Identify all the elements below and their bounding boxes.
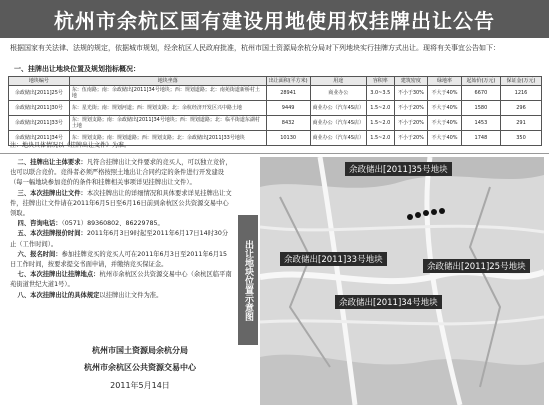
section-paragraph — [10, 250, 232, 270]
table-cell: 不小于20% — [394, 116, 428, 131]
section-heading: 二、挂牌出让主体要求： — [17, 159, 87, 166]
plots-table — [8, 76, 542, 146]
section-paragraph — [10, 158, 232, 189]
terms-column — [10, 158, 232, 301]
col-header: 绿地率 — [428, 77, 462, 86]
table-row — [9, 86, 542, 101]
page-header — [0, 0, 549, 38]
page-title: 杭州市余杭区国有建设用地使用权挂牌出让公告 — [54, 8, 495, 33]
map-label-plot-33: 余政储出[2011]33号地块 — [280, 252, 387, 266]
table-cell: 1.5~2.0 — [366, 101, 394, 116]
table-cell: 10130 — [266, 131, 310, 146]
table-cell: 余政储出[2011]34号 — [9, 131, 70, 146]
col-header: 地块坐落 — [69, 77, 266, 86]
table-cell: 商业办公（汽车4S店） — [310, 131, 366, 146]
table-cell: 1748 — [461, 131, 500, 146]
table-cell: 1.5~2.0 — [366, 131, 394, 146]
section-heading: 五、本次挂牌报价时间： — [17, 230, 87, 238]
plot-marker — [415, 212, 421, 218]
col-header: 建筑密度 — [394, 77, 428, 86]
col-header: 容积率 — [366, 77, 394, 86]
table-cell: 不小于20% — [394, 131, 428, 146]
map-label-plot-34: 余政储出[2011]34号地块 — [335, 295, 442, 309]
table-header-row — [9, 77, 542, 86]
section-heading: 七、本次挂牌出让挂牌地点： — [17, 271, 100, 279]
map-label-plot-25: 余政储出[2011]25号地块 — [423, 259, 530, 273]
section-heading: 三、本次挂牌出让文件： — [17, 189, 87, 197]
issue-date: 2011年5月14日 — [110, 381, 170, 390]
table-cell: 1453 — [461, 116, 500, 131]
section-body: 2011年6月3日9时起至2011年6月17日14时30分止（工作时间）。 — [10, 230, 229, 248]
table-cell: 商业办公（汽车4S店） — [310, 116, 366, 131]
col-header: 用途 — [310, 77, 366, 86]
intro-text: 根据国家有关法律、法规的规定，依据城市规划，经余杭区人民政府批准，杭州市国土资源局余杭分局对下列地块实行挂牌方式出让。现将有关事宜公告如下： — [10, 44, 500, 52]
section-paragraph — [10, 291, 232, 301]
table-cell: 东：伍南路；南：余政储出[2011]34号地块；西：规划道路；北：南苑街道新桥村土地 — [69, 86, 266, 101]
section-1-title: 一、挂牌出让地块位置及规划指标概况： — [14, 65, 140, 73]
issuing-org: 杭州市余杭区公共资源交易中心 — [84, 363, 196, 372]
section-heading: 八、本次挂牌出让的具体规定 — [17, 291, 100, 299]
section-body: （0571）89360802、86229785。 — [61, 220, 164, 228]
table-cell: 余政储出[2011]25号 — [9, 86, 70, 101]
table-cell: 不大于40% — [428, 86, 462, 101]
divider — [0, 153, 549, 154]
table-cell: 9449 — [266, 101, 310, 116]
col-header: 起始价(万元) — [461, 77, 500, 86]
table-cell: 不大于40% — [428, 116, 462, 131]
col-header: 地块编号 — [9, 77, 70, 86]
table-row — [9, 116, 542, 131]
map-label-plot-35: 余政储出[2011]35号地块 — [345, 162, 452, 176]
table-cell: 1580 — [461, 101, 500, 116]
table-cell: 28941 — [266, 86, 310, 101]
section-paragraph — [10, 270, 232, 290]
table-cell: 350 — [501, 131, 542, 146]
table-cell: 291 — [501, 116, 542, 131]
col-header: 出让面积(平方米) — [266, 77, 310, 86]
location-map — [260, 157, 544, 405]
table-cell: 1216 — [501, 86, 542, 101]
plot-marker — [407, 214, 413, 220]
section-paragraph — [10, 219, 232, 229]
issuing-org: 杭州市国土资源局余杭分局 — [92, 346, 188, 355]
section-body: 杭州市余杭区公共资源交易中心（余杭区临平南苑街道世纪大道1号）。 — [10, 271, 232, 289]
plot-marker — [423, 210, 429, 216]
map-graphic — [260, 157, 544, 405]
section-paragraph — [10, 189, 232, 220]
table-row — [9, 101, 542, 116]
section-heading: 四、咨询电话： — [17, 220, 62, 228]
table-cell: 296 — [501, 101, 542, 116]
section-paragraph — [10, 229, 232, 249]
table-cell: 不小于20% — [394, 101, 428, 116]
section-body: 参加挂牌竞买的竞买人可在2011年6月3日至2011年6月15日工作时间，按要求提交书面申请，并缴纳竞买保证金。 — [10, 250, 228, 269]
table-cell: 不小于30% — [394, 86, 428, 101]
table-cell: 东：规划支路；南：规划道路；西：规划支路；北：余政储出[2011]33号地块 — [69, 131, 266, 146]
table-note: 注：地块具体情况以《挂牌出让文件》为准。 — [10, 142, 131, 149]
table-cell: 余政储出[2011]30号 — [9, 101, 70, 116]
col-header: 保证金(万元) — [501, 77, 542, 86]
table-cell: 商业办公（汽车4S店） — [310, 101, 366, 116]
section-heading: 六、报名时间： — [17, 250, 62, 258]
map-title: 出让地块位置示意图 — [238, 215, 258, 345]
table-cell: 不大于40% — [428, 131, 462, 146]
plot-marker — [431, 209, 437, 215]
table-cell: 东：星光街；南：规划河道；西：规划支路；北：余杭经济开发区兴中路土地 — [69, 101, 266, 116]
table-cell: 东：规划支路；南：余政储出[2011]34号地块；西：规划道路；北：临平街道东湖村土地 — [69, 116, 266, 131]
section-body: 凡符合挂牌出让文件要求的竞买人，可以独立竞价，也可以联合竞价。竞得者必须严格按照土地出让合同约定的条件进行开发建设（每一幅地块参加竞价的条件和挂牌相关事项详见挂牌出让文件）。 — [10, 159, 232, 187]
table-cell: 6670 — [461, 86, 500, 101]
table-cell: 8432 — [266, 116, 310, 131]
table-cell: 商业办公 — [310, 86, 366, 101]
table-cell: 不大于40% — [428, 101, 462, 116]
table-cell: 余政储出[2011]33号 — [9, 116, 70, 131]
table-cell: 1.5~2.0 — [366, 116, 394, 131]
section-body: 本次挂牌出让的详细情况和具体要求详见挂牌出让文件，挂牌出让文件请在2011年6月5日至6月16日前到余杭区公共资源交易中心领取。 — [10, 189, 232, 218]
section-body: 以挂牌出让文件为准。 — [99, 291, 163, 299]
table-cell: 3.0~3.5 — [366, 86, 394, 101]
plot-marker — [439, 208, 445, 214]
